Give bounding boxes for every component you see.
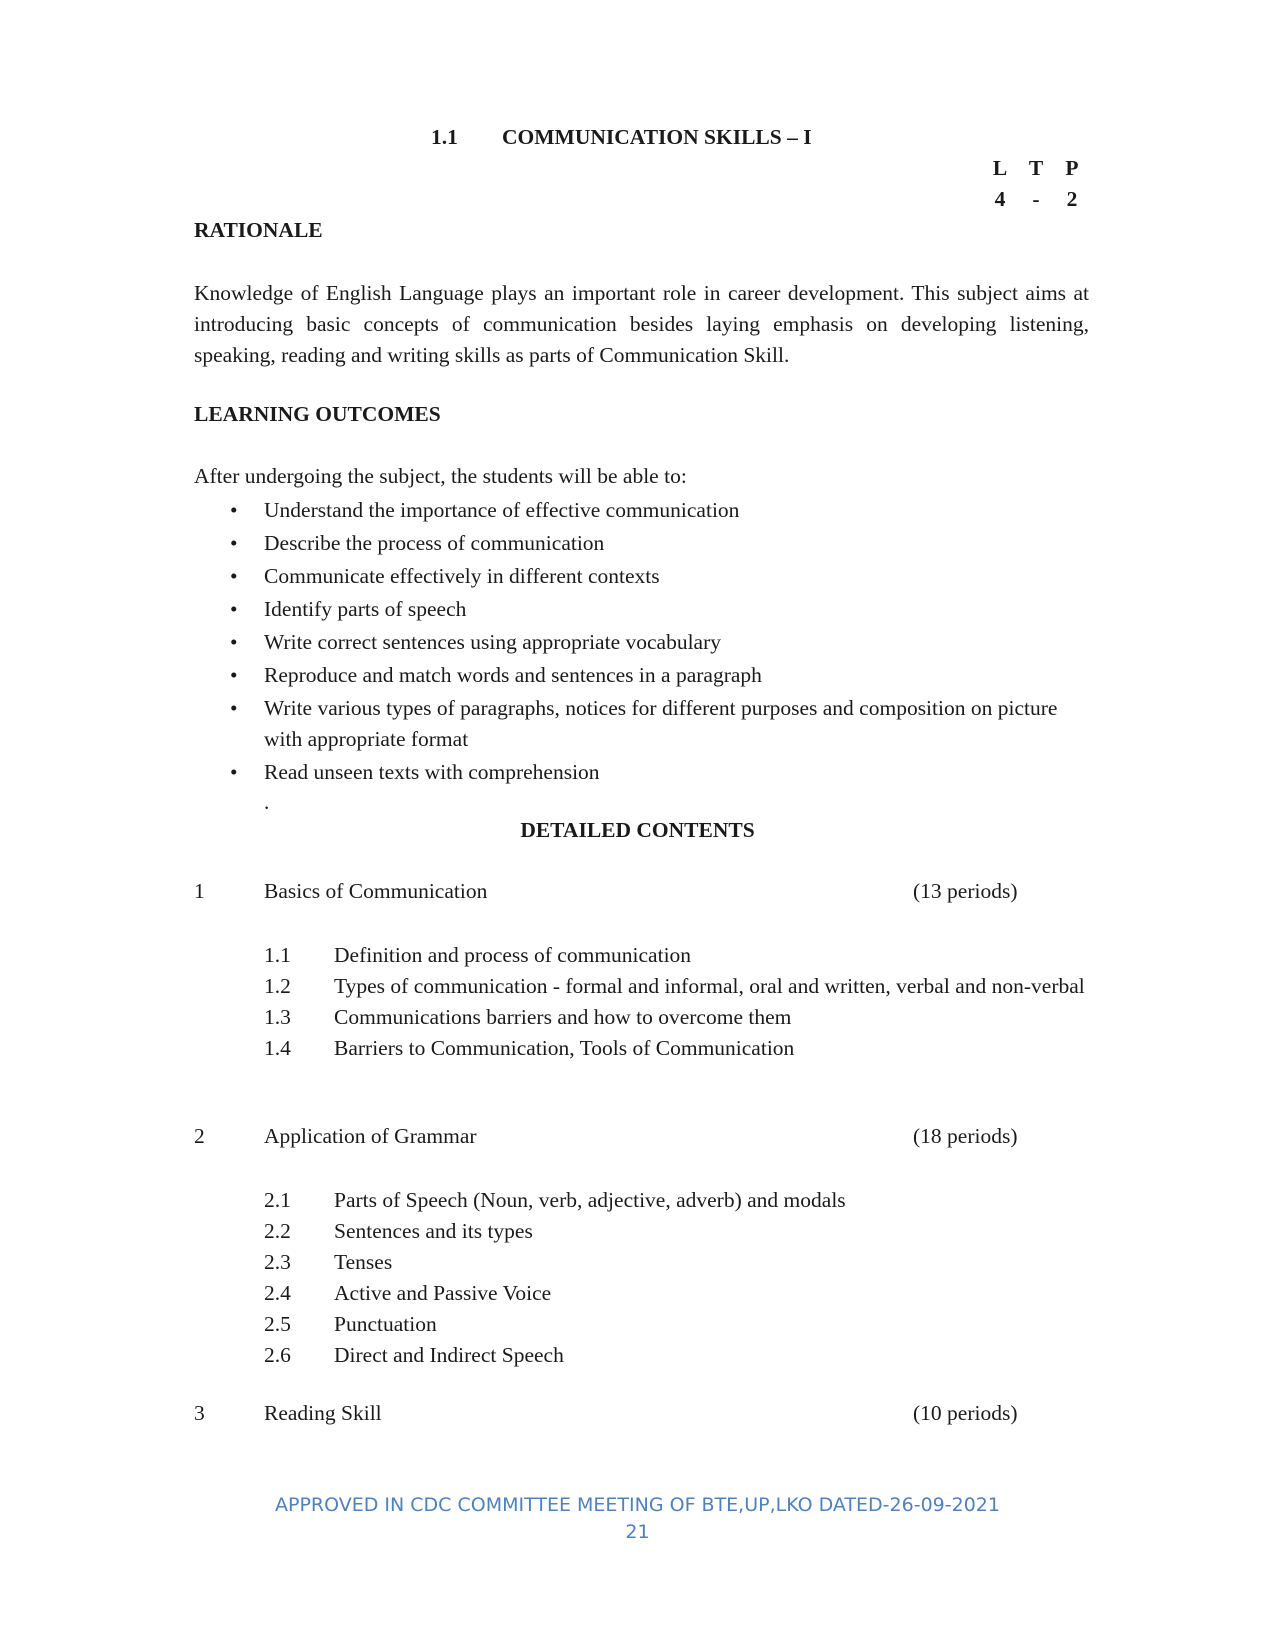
list-item: [230, 561, 1090, 592]
topic-text: Active and Passive Voice: [334, 1281, 552, 1305]
topic-item: [264, 1309, 1094, 1340]
list-item: [230, 594, 1090, 625]
list-item: [230, 627, 1090, 658]
topic-number: 2.4: [264, 1281, 291, 1305]
unit-title: Application of Grammar: [264, 1124, 477, 1148]
topic-number: 1.2: [264, 974, 291, 998]
ltp-header-p: P: [1065, 156, 1079, 180]
ltp-header-l: L: [992, 156, 1008, 180]
rationale-paragraph: Knowledge of English Language plays an important role in career development. This subject aims at introducing basic concepts of communication besides laying emphasis on developing listening, speaking, reading and writing skills as parts of Communication Skill.: [194, 281, 1089, 367]
list-item: [230, 693, 1090, 755]
topic-number: 1.3: [264, 1005, 291, 1029]
topic-number: 1.1: [264, 943, 291, 967]
topic-text: Direct and Indirect Speech: [334, 1343, 564, 1367]
bullet-icon: •: [230, 597, 238, 621]
unit-topics: [264, 940, 1094, 1064]
topic-text: Definition and process of communication: [334, 943, 692, 967]
topic-number: 2.3: [264, 1250, 291, 1274]
bullet-icon: •: [230, 564, 238, 588]
bullet-icon: •: [230, 498, 238, 522]
learning-outcomes-list: [230, 495, 1090, 790]
list-item-text: Identify parts of speech: [264, 597, 467, 621]
list-item-text: Write correct sentences using appropriate vocabulary: [264, 630, 722, 654]
list-item-text: Describe the process of communication: [264, 531, 605, 555]
list-item: [230, 660, 1090, 691]
topic-number: 2.6: [264, 1343, 291, 1367]
list-item: [230, 757, 1090, 788]
bullet-icon: •: [230, 531, 238, 555]
list-item-text: Communicate effectively in different contexts: [264, 564, 660, 588]
list-item-text: Write various types of paragraphs, notices for different purposes and composition on picture with appropriate format: [264, 696, 1058, 751]
topic-item: [264, 940, 1094, 971]
ltp-value-p: 2: [1066, 187, 1078, 211]
topic-item: [264, 1033, 1094, 1064]
unit-periods: (13 periods): [913, 879, 1018, 903]
unit-periods: (10 periods): [913, 1401, 1018, 1425]
topic-text: Punctuation: [334, 1312, 437, 1336]
bullet-icon: •: [230, 696, 238, 720]
list-item: [230, 528, 1090, 559]
list-item-text: Understand the importance of effective communication: [264, 498, 740, 522]
unit-title: Basics of Communication: [264, 879, 488, 903]
unit-number: 1: [194, 879, 205, 903]
topic-item: [264, 1247, 1094, 1278]
topic-text: Types of communication - formal and informal, oral and written, verbal and non-verbal: [334, 974, 1085, 998]
topic-item: [264, 1340, 1094, 1371]
unit-number: 3: [194, 1401, 205, 1425]
topic-item: [264, 1185, 1094, 1216]
list-item-text: Read unseen texts with comprehension: [264, 760, 600, 784]
ltp-value-l: 4: [994, 187, 1006, 211]
page-number: 21: [625, 1521, 650, 1543]
ltp-header-t: T: [1028, 156, 1044, 180]
stray-period-mark: .: [264, 790, 270, 814]
topic-text: Barriers to Communication, Tools of Communication: [334, 1036, 795, 1060]
topic-text: Tenses: [334, 1250, 393, 1274]
topic-text: Communications barriers and how to overcome them: [334, 1005, 792, 1029]
bullet-icon: •: [230, 760, 238, 784]
topic-item: [264, 1216, 1094, 1247]
unit-topics: [264, 1185, 1094, 1371]
topic-number: 2.5: [264, 1312, 291, 1336]
unit-number: 2: [194, 1124, 205, 1148]
topic-number: 2.2: [264, 1219, 291, 1243]
learning-outcomes-heading: LEARNING OUTCOMES: [194, 402, 441, 426]
section-number: 1.1: [431, 125, 458, 149]
ltp-value-t: -: [1032, 187, 1040, 211]
unit-title: Reading Skill: [264, 1401, 382, 1425]
topic-item: [264, 1278, 1094, 1309]
unit-periods: (18 periods): [913, 1124, 1018, 1148]
topic-number: 2.1: [264, 1188, 291, 1212]
topic-text: Sentences and its types: [334, 1219, 533, 1243]
learning-outcomes-intro: After undergoing the subject, the students will be able to:: [194, 464, 687, 488]
bullet-icon: •: [230, 663, 238, 687]
topic-number: 1.4: [264, 1036, 291, 1060]
topic-item: [264, 1002, 1094, 1033]
list-item: [230, 495, 1090, 526]
detailed-contents-heading: DETAILED CONTENTS: [520, 818, 755, 842]
approval-footer: APPROVED IN CDC COMMITTEE MEETING OF BTE,UP,LKO DATED-26-09-2021: [275, 1494, 1000, 1516]
page-title: COMMUNICATION SKILLS – I: [502, 125, 812, 149]
topic-text: Parts of Speech (Noun, verb, adjective, adverb) and modals: [334, 1188, 846, 1212]
topic-item: [264, 971, 1094, 1002]
list-item-text: Reproduce and match words and sentences in a paragraph: [264, 663, 762, 687]
rationale-heading: RATIONALE: [194, 218, 323, 242]
bullet-icon: •: [230, 630, 238, 654]
